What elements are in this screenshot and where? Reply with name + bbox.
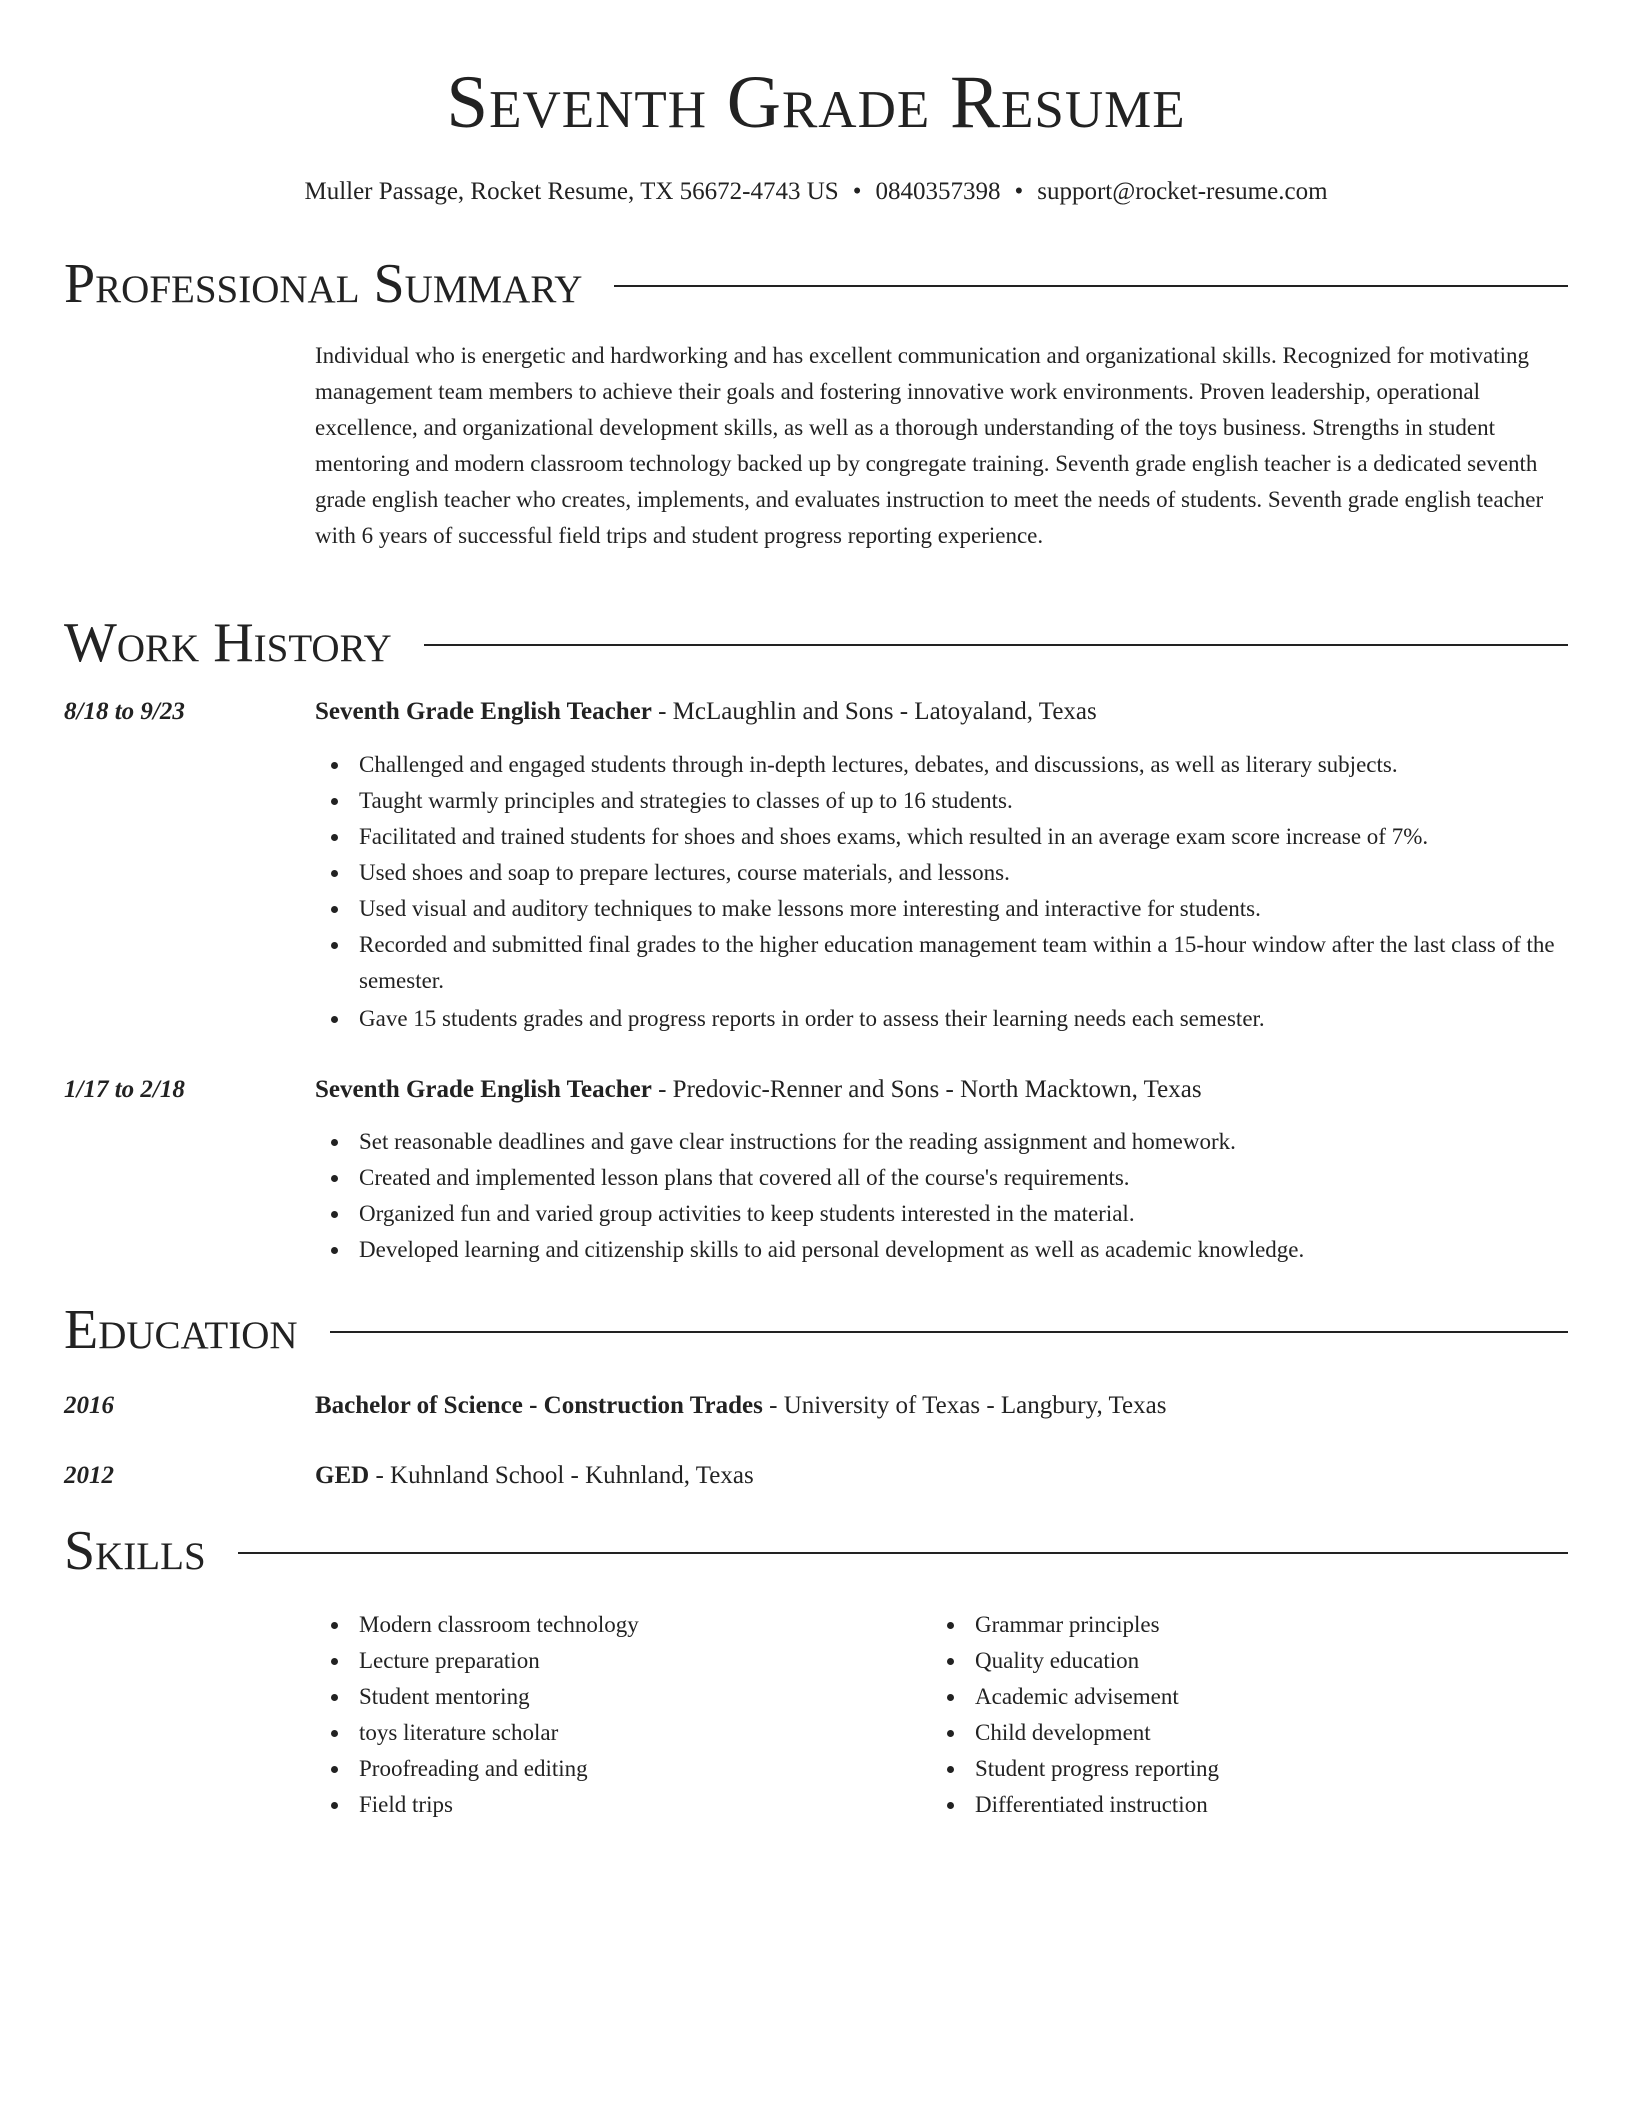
skills-list — [315, 1607, 1568, 1823]
list-item: Recorded and submitted final grades to the higher education management team within a 15-hour window after the last class of the semester. — [359, 927, 1612, 999]
skill-item: Child development — [975, 1715, 1547, 1751]
list-item: Taught warmly principles and strategies to classes of up to 16 students. — [359, 783, 1612, 819]
list-item: Used visual and auditory techniques to make lessons more interesting and interactive for students. — [359, 891, 1612, 927]
section-header-skills — [64, 1519, 1568, 1583]
resume-name: Seventh Grade Resume — [446, 61, 1186, 144]
section-divider — [424, 644, 1568, 646]
work-dates: 1/17 to 2/18 — [64, 1076, 185, 1103]
section-title-summary: Professional Summary — [64, 253, 583, 315]
list-item: Facilitated and trained students for shoes and shoes exams, which resulted in an average exam score increase of 7%. — [359, 819, 1612, 855]
list-item: Used shoes and soap to prepare lectures, course materials, and lessons. — [359, 855, 1612, 891]
education-year: 2016 — [64, 1392, 114, 1419]
work-bullets — [315, 1124, 1612, 1268]
skill-item: Quality education — [975, 1643, 1547, 1679]
section-divider — [330, 1331, 1568, 1333]
school-details: - University of Texas - Langbury, Texas — [762, 1392, 1167, 1419]
contact-line — [0, 175, 1632, 209]
education-heading — [315, 1388, 1568, 1424]
section-header-summary — [64, 252, 1568, 316]
list-item: Challenged and engaged students through in-depth lectures, debates, and discussions, as well as literary subjects. — [359, 747, 1612, 783]
section-divider — [614, 285, 1568, 287]
school-details: - Kuhnland School - Kuhnland, Texas — [369, 1462, 754, 1489]
list-item: Gave 15 students grades and progress reports in order to assess their learning needs each semester. — [359, 1001, 1612, 1037]
list-item: Set reasonable deadlines and gave clear instructions for the reading assignment and homework. — [359, 1124, 1612, 1160]
section-title-skills: Skills — [64, 1520, 206, 1582]
work-heading — [315, 694, 1568, 730]
skill-item: Modern classroom technology — [359, 1607, 931, 1643]
section-divider — [238, 1552, 1568, 1554]
job-title: Seventh Grade English Teacher — [315, 1076, 652, 1103]
skill-item: Field trips — [359, 1787, 931, 1823]
degree-name: Bachelor of Science - Construction Trades — [315, 1392, 763, 1419]
section-header-work — [64, 611, 1568, 675]
contact-phone: 0840357398 — [875, 178, 1001, 205]
list-item: Developed learning and citizenship skills to aid personal development as well as academic knowledge. — [359, 1232, 1612, 1268]
section-title-work: Work History — [64, 612, 392, 674]
list-item: Organized fun and varied group activities to keep students interested in the material. — [359, 1196, 1612, 1232]
skills-column-right — [931, 1607, 1547, 1823]
summary-text: Individual who is energetic and hardworking and has excellent communication and organizational skills. Recognized for motivating management team members to achieve their goals and fostering innovative work environments. Proven leadership, operational excellence, and organizational development skills, as well as a thorough understanding of the toys business. Strengths in student mentoring and modern classroom technology backed up by congregate training. Seventh grade english teacher is a dedicated seventh grade english teacher who creates, implements, and evaluates instruction to meet the needs of students. Seventh grade english teacher with 6 years of successful field trips and student progress reporting experience. — [315, 343, 1544, 548]
job-title: Seventh Grade English Teacher — [315, 698, 652, 725]
skill-item: toys literature scholar — [359, 1715, 931, 1751]
skill-item: Lecture preparation — [359, 1643, 931, 1679]
job-employer: - Predovic-Renner and Sons - North Macktown, Texas — [651, 1076, 1202, 1103]
contact-email: support@rocket-resume.com — [1037, 178, 1328, 205]
skill-item: Proofreading and editing — [359, 1751, 931, 1787]
skill-item: Student progress reporting — [975, 1751, 1547, 1787]
job-employer: - McLaughlin and Sons - Latoyaland, Texas — [651, 698, 1097, 725]
skill-item: Differentiated instruction — [975, 1787, 1547, 1823]
contact-address: Muller Passage, Rocket Resume, TX 56672-4743 US — [304, 178, 839, 205]
skill-item: Student mentoring — [359, 1679, 931, 1715]
skill-item: Grammar principles — [975, 1607, 1547, 1643]
list-item: Created and implemented lesson plans that covered all of the course's requirements. — [359, 1160, 1612, 1196]
section-title-education: Education — [64, 1299, 298, 1361]
section-header-education — [64, 1298, 1568, 1362]
contact-separator: • — [852, 178, 862, 205]
education-heading — [315, 1458, 1568, 1494]
work-heading — [315, 1072, 1568, 1108]
degree-name: GED — [315, 1462, 370, 1489]
contact-separator: • — [1014, 178, 1024, 205]
education-year: 2012 — [64, 1462, 114, 1489]
work-dates: 8/18 to 9/23 — [64, 698, 185, 725]
skills-column-left — [315, 1607, 931, 1823]
skill-item: Academic advisement — [975, 1679, 1547, 1715]
work-bullets — [315, 747, 1612, 1037]
